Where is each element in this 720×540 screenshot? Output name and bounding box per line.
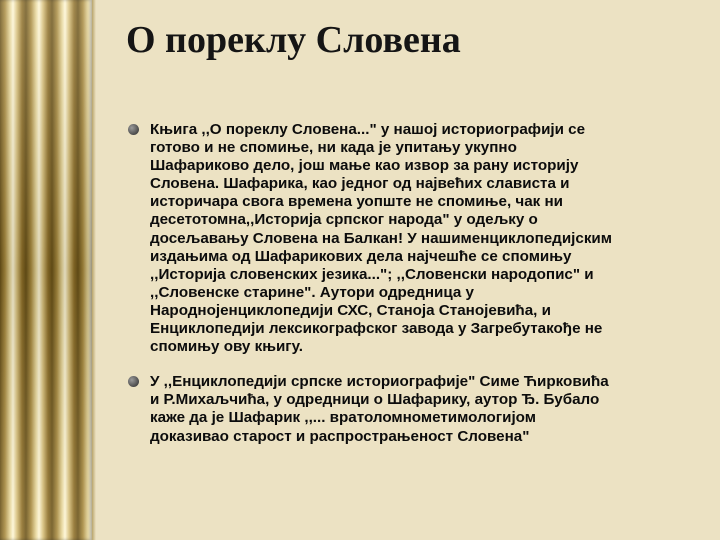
- text-line: историчара свога времена уопште не спомиње, чак ни: [150, 193, 563, 211]
- text-line: ,,Словенске старине". Аутори одредница у: [150, 283, 474, 301]
- text-line: Књига ,,О пореклу Словена..." у нашој историографији се: [150, 121, 586, 138]
- text-line: Шафариково дело, још мање као извор за рану историју: [150, 157, 579, 175]
- text-line: готово и не спомиње, ни када је упитању укупно: [150, 139, 517, 157]
- text-line: издањима од Шафарикових дела најчешће се спомињу: [150, 247, 572, 265]
- bullet-item-1: [128, 121, 698, 356]
- text-line: доказивао старост и распрострањеност Словена": [150, 427, 530, 445]
- gold-decorative-bar: [0, 0, 92, 540]
- bullet-list: [128, 121, 698, 446]
- text-line: Енциклопедији лексикографског завода у Загребутакође не: [150, 320, 603, 338]
- text-line: У ,,Енциклопедији српске историографије" Симе Ћирковића: [150, 373, 609, 391]
- text-line: спомињу ову књигу.: [150, 338, 303, 356]
- text-line: досељавању Словена на Балкан! У нашименциклопедијским: [150, 229, 613, 247]
- bullet-dot-icon: [128, 124, 139, 135]
- slide-title: О пореклу Словена: [126, 19, 461, 61]
- bullet-dot-icon: [128, 376, 139, 387]
- text-line: ,,Историја словенских језика..."; ,,Словенски народопис" и: [150, 265, 594, 283]
- text-line: и Р.Михаљчића, у одредници о Шафарику, аутор Ђ. Бубало: [150, 391, 600, 409]
- text-line: Народнојенциклопедији СХС, Станоја Станојевића, и: [150, 301, 551, 319]
- bar-edge-shadow: [92, 0, 96, 540]
- bullet-item-2: [128, 373, 698, 445]
- text-line: Словена. Шафарика, као једног од највећих слависта и: [150, 175, 570, 193]
- text-line: десетотомна,,Историја српског народа" у одељку о: [150, 211, 538, 229]
- text-line: каже да је Шафарик ,,... вратоломнометимологијом: [150, 409, 536, 427]
